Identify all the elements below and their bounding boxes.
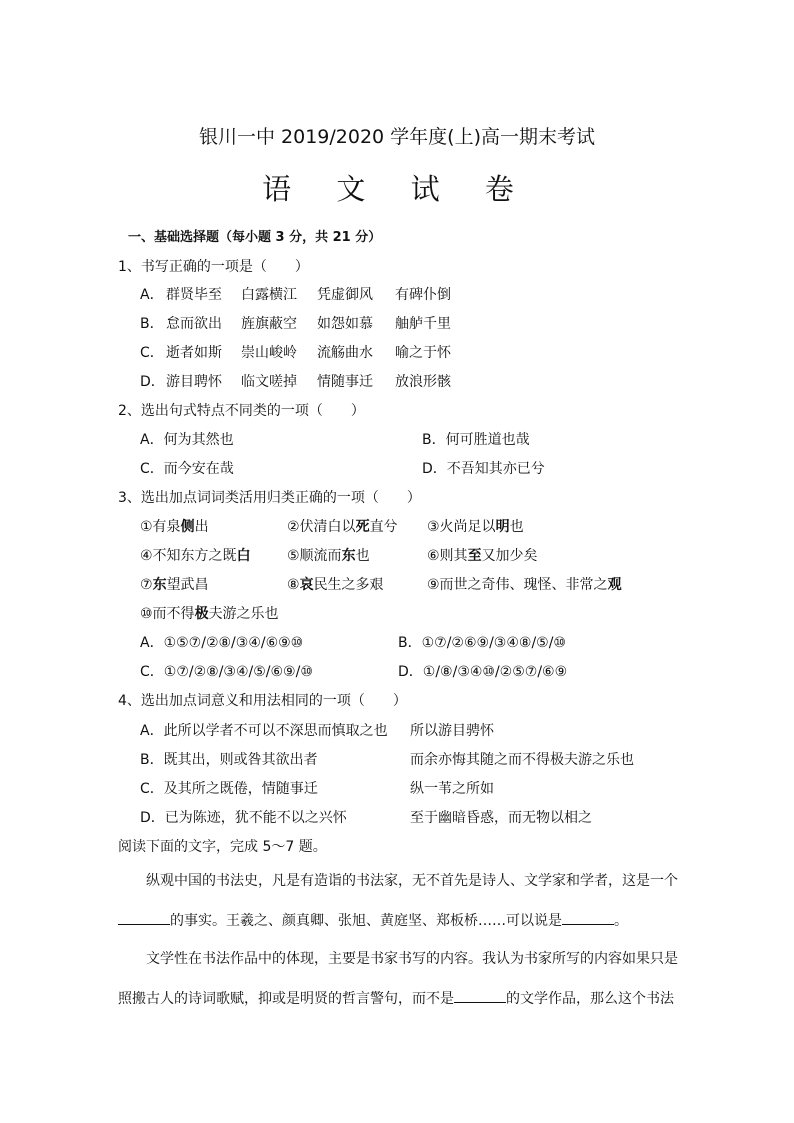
- option-item: 逝者如斯: [166, 345, 222, 361]
- q4-option-c-left: C．及其所之既倦，情随事迁: [140, 781, 318, 797]
- option-label: D．: [140, 374, 165, 390]
- option-item: 旌旗蔽空: [241, 316, 297, 332]
- fill-blank: [454, 990, 506, 1003]
- q3-option-c: C．①⑦/②⑧/③④/⑤/⑥⑨/⑩: [140, 664, 313, 680]
- q3-item: ⑧哀民生之多艰: [287, 577, 384, 593]
- q4-option-a-left: A．此所以学者不可以不深思而慎取之也: [140, 723, 388, 739]
- q4-option-a-right: 所以游目骋怀: [410, 723, 494, 739]
- q3-item: ⑤顺流而东也: [287, 548, 370, 564]
- q2-option-b: B．何可胜道也哉: [422, 432, 530, 448]
- option-item: 凭虚御风: [317, 287, 373, 303]
- dotted-word: 侧: [180, 519, 195, 535]
- dotted-word: 死: [355, 519, 370, 535]
- option-item: 放浪形骸: [395, 374, 451, 390]
- section-title: 一、基础选择题（每小题 3 分，共 21 分）: [128, 230, 382, 245]
- dotted-word: 哀: [299, 577, 314, 593]
- q3-item: ⑦东望武昌: [140, 577, 209, 593]
- q3-item: ⑨而世之奇伟、瑰怪、非常之观: [427, 577, 622, 593]
- school-exam-title: 银川一中 2019/2020 学年度(上)高一期末考试: [198, 126, 595, 148]
- option-item: 怠而欲出: [166, 316, 222, 332]
- question-4-stem: 4、选出加点词意义和用法相同的一项（ ）: [118, 693, 407, 709]
- option-item: 崇山峻岭: [241, 345, 297, 361]
- dotted-word: 白: [236, 548, 251, 564]
- q3-option-b: B．①⑦/②⑥⑨/③④⑧/⑤/⑩: [398, 635, 566, 651]
- question-1-stem: 1、书写正确的一项是（ ）: [118, 259, 309, 275]
- reading-paragraph-1-line-1: 纵观中国的书法史，凡是有造诣的书法家，无不首先是诗人、文学家和学者，这是一个: [146, 873, 678, 889]
- q2-option-d: D．不吾知其亦已兮: [422, 461, 545, 477]
- q4-option-d-left: D．已为陈迹，犹不能不以之兴怀: [140, 810, 347, 826]
- q1-option-a: [140, 286, 451, 304]
- q3-option-a: A．①⑤⑦/②⑧/③④/⑥⑨⑩: [140, 635, 304, 651]
- reading-paragraph-2-line-1: 文学性在书法作品中的体现，主要是书家书写的内容。我认为书家所写的内容如果只是: [146, 951, 678, 967]
- option-item: 舳舻千里: [395, 316, 451, 332]
- paper-title: 语 文 试 卷: [262, 172, 532, 206]
- q1-option-b: [140, 315, 451, 333]
- q3-item: ②伏清白以死直兮: [287, 519, 398, 535]
- dotted-word: 观: [607, 577, 622, 593]
- q3-item: ①有泉侧出: [140, 519, 209, 535]
- question-3-stem: 3、选出加点词词类活用归类正确的一项（ ）: [118, 490, 421, 506]
- q4-option-d-right: 至于幽暗昏惑，而无物以相之: [410, 810, 592, 826]
- fill-blank: [118, 912, 170, 925]
- q3-option-d: D．①/⑧/③④⑩/②⑤⑦/⑥⑨: [398, 664, 568, 680]
- q3-item: ③火尚足以明也: [427, 519, 524, 535]
- option-item: 如怨如慕: [317, 316, 373, 332]
- option-item: 情随事迁: [317, 374, 373, 390]
- option-item: 临文嗟掉: [241, 374, 297, 390]
- reading-paragraph-2-line-2: 照搬古人的诗词歌赋，抑或是明贤的哲言警句，而不是 的文学作品，那么这个书法: [118, 991, 674, 1007]
- q3-item: ⑩而不得极夫游之乐也: [140, 606, 279, 622]
- fill-blank: [562, 912, 614, 925]
- q1-option-c: [140, 344, 451, 362]
- option-item: 流觞曲水: [317, 345, 373, 361]
- q1-option-d: [140, 373, 451, 391]
- reading-paragraph-1-line-2: 的事实。王羲之、颜真卿、张旭、黄庭坚、郑板桥……可以说是 。: [118, 912, 678, 930]
- dotted-word: 至: [467, 548, 482, 564]
- q3-item: ④不知东方之既白: [140, 548, 251, 564]
- question-2-stem: 2、选出句式特点不同类的一项（ ）: [118, 403, 365, 419]
- q4-option-c-right: 纵一苇之所如: [410, 781, 494, 797]
- reading-intro: 阅读下面的文字，完成 5～7 题。: [118, 839, 327, 855]
- dotted-word: 东: [341, 548, 356, 564]
- option-item: 喻之于怀: [395, 345, 451, 361]
- q3-item: ⑥则其至又加少矣: [427, 548, 538, 564]
- option-item: 有碑仆倒: [395, 287, 451, 303]
- dotted-word: 明: [495, 519, 510, 535]
- option-item: 游目聘怀: [166, 374, 222, 390]
- option-label: A．: [140, 287, 164, 303]
- dotted-word: 极: [194, 606, 209, 622]
- option-label: B．: [140, 316, 164, 332]
- q2-option-c: C．而今安在哉: [140, 461, 234, 477]
- option-item: 白露横江: [241, 287, 297, 303]
- q4-option-b-left: B．既其出，则或咎其欲出者: [140, 752, 318, 768]
- option-item: 群贤毕至: [166, 287, 222, 303]
- option-label: C．: [140, 345, 164, 361]
- dotted-word: 东: [152, 577, 167, 593]
- q4-option-b-right: 而余亦悔其随之而不得极夫游之乐也: [410, 752, 634, 768]
- q2-option-a: A．何为其然也: [140, 432, 234, 448]
